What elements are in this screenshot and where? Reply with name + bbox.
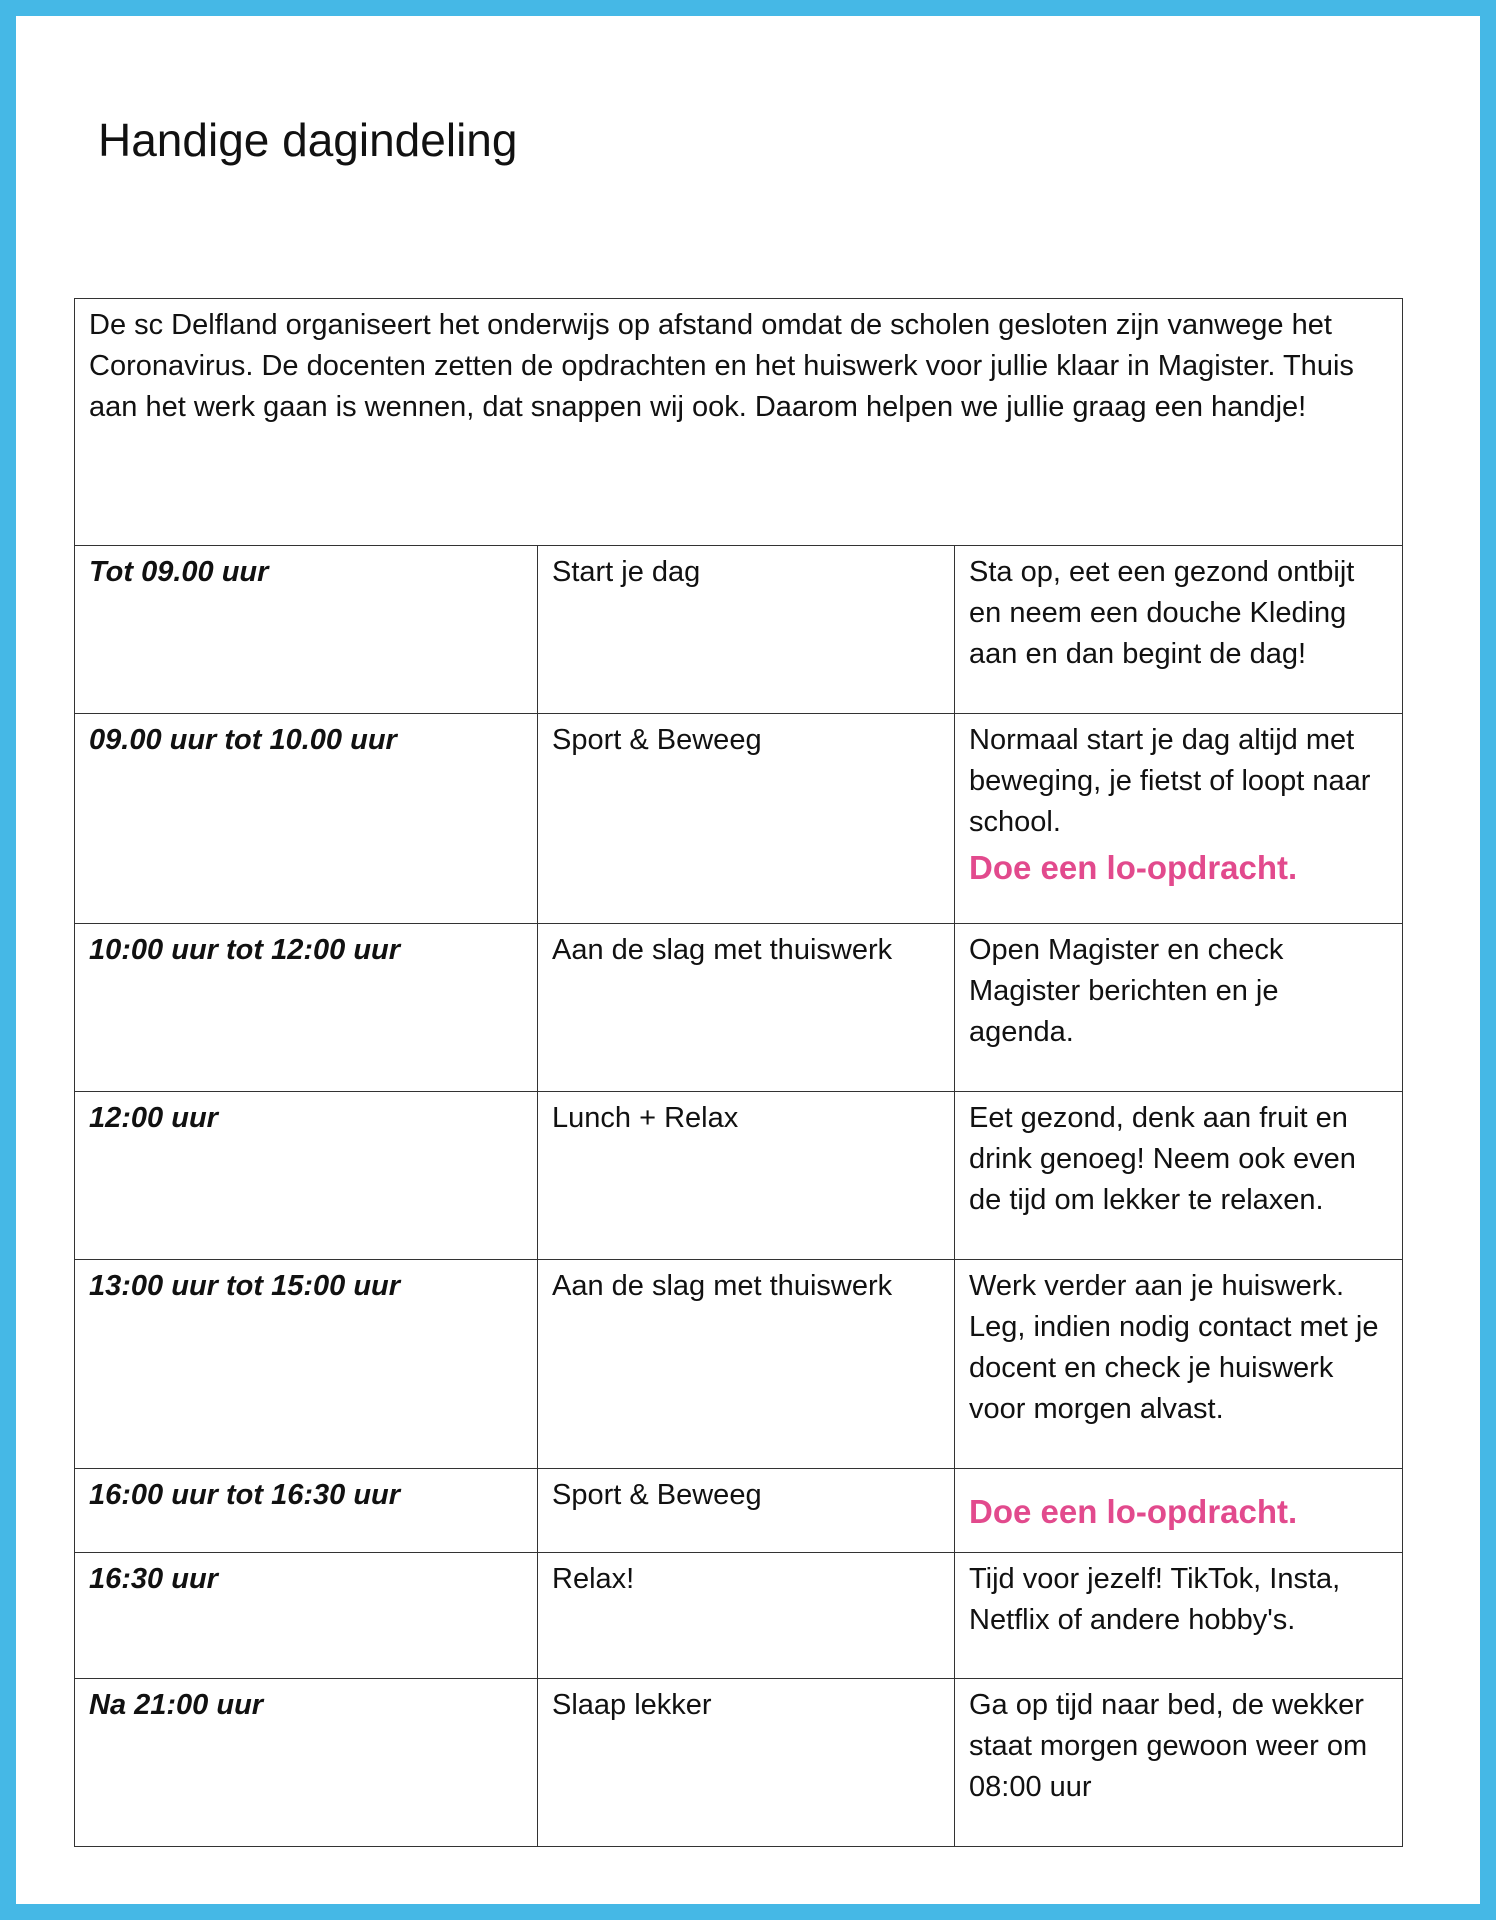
time-cell: 09.00 uur tot 10.00 uur (75, 714, 538, 924)
description-cell (955, 1469, 1403, 1553)
table-row (75, 1092, 1403, 1260)
time-cell: Na 21:00 uur (75, 1679, 538, 1847)
time-cell: 13:00 uur tot 15:00 uur (75, 1260, 538, 1469)
intro-text: De sc Delfland organiseert het onderwijs op afstand omdat de scholen gesloten zijn vanwege het Coronavirus. De docenten zetten de opdrachten en het huiswerk voor jullie klaar in Magister. Thuis aan het werk gaan is wennen, dat snappen wij ook. Daarom helpen we jullie graag een handje! (75, 299, 1403, 546)
description-text: Tijd voor jezelf! TikTok, Insta, Netflix of andere hobby's. (969, 1563, 1341, 1636)
activity-cell: Slaap lekker (538, 1679, 955, 1847)
table-row (75, 1679, 1403, 1847)
activity-cell: Sport & Beweeg (538, 714, 955, 924)
description-cell (955, 1260, 1403, 1469)
activity-cell: Start je dag (538, 546, 955, 714)
table-row (75, 924, 1403, 1092)
description-text: Open Magister en check Magister berichten en je agenda. (969, 934, 1284, 1048)
time-cell: 12:00 uur (75, 1092, 538, 1260)
document-page (16, 16, 1480, 1904)
activity-cell: Lunch + Relax (538, 1092, 955, 1260)
intro-row (75, 299, 1403, 546)
table-row (75, 1260, 1403, 1469)
activity-cell: Aan de slag met thuiswerk (538, 1260, 955, 1469)
description-cell (955, 924, 1403, 1092)
time-cell: Tot 09.00 uur (75, 546, 538, 714)
description-text: Eet gezond, denk aan fruit en drink genoeg! Neem ook even de tijd om lekker te relaxen. (969, 1102, 1356, 1216)
table-row (75, 714, 1403, 924)
schedule-table (74, 298, 1403, 1847)
page-title: Handige dagindeling (98, 114, 518, 166)
description-cell (955, 1553, 1403, 1679)
activity-cell: Aan de slag met thuiswerk (538, 924, 955, 1092)
description-text: Werk verder aan je huiswerk. Leg, indien nodig contact met je docent en check je huiswerk voor morgen alvast. (969, 1270, 1379, 1425)
description-text: Sta op, eet een gezond ontbijt en neem een douche Kleding aan en dan begint de dag! (969, 556, 1355, 670)
table-row (75, 546, 1403, 714)
description-text: Normaal start je dag altijd met beweging, je fietst of loopt naar school. (969, 724, 1371, 838)
description-cell (955, 546, 1403, 714)
description-cell (955, 714, 1403, 924)
highlight-text: Doe een lo-opdracht. (969, 849, 1298, 886)
description-text: Ga op tijd naar bed, de wekker staat morgen gewoon weer om 08:00 uur (969, 1689, 1368, 1803)
table-row (75, 1553, 1403, 1679)
activity-cell: Relax! (538, 1553, 955, 1679)
description-cell (955, 1092, 1403, 1260)
time-cell: 10:00 uur tot 12:00 uur (75, 924, 538, 1092)
table-row (75, 1469, 1403, 1553)
highlight-text: Doe een lo-opdracht. (969, 1493, 1298, 1530)
activity-cell: Sport & Beweeg (538, 1469, 955, 1553)
time-cell: 16:00 uur tot 16:30 uur (75, 1469, 538, 1553)
description-cell (955, 1679, 1403, 1847)
time-cell: 16:30 uur (75, 1553, 538, 1679)
